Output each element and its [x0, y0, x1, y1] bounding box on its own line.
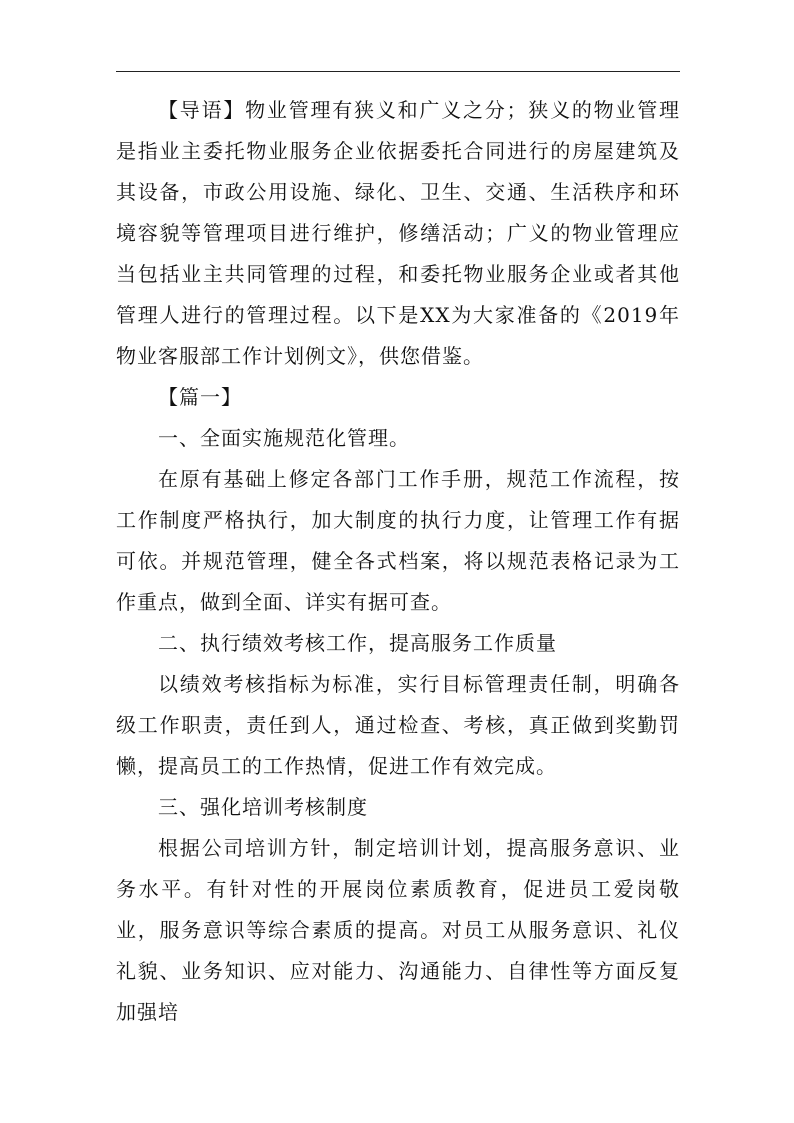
section-body-1: 在原有基础上修定各部门工作手册，规范工作流程，按工作制度严格执行，加大制度的执行力度，让管理工作有据可依。并规范管理，健全各式档案，将以规范表格记录为工作重点，做到全面、详实有据可查。	[116, 467, 680, 614]
document-body	[116, 90, 680, 1033]
section-heading-1: 一、全面实施规范化管理。	[158, 426, 410, 450]
header-rule	[116, 71, 680, 72]
section-heading-3: 三、强化培训考核制度	[158, 795, 368, 819]
section-body-3: 根据公司培训方针，制定培训计划，提高服务意识、业务水平。有针对性的开展岗位素质教育，促进员工爱岗敬业，服务意识等综合素质的提高。对员工从服务意识、礼仪礼貌、业务知识、应对能力、沟通能力、自律性等方面反复加强培	[116, 836, 680, 1024]
section-heading-2: 二、执行绩效考核工作，提高服务工作质量	[158, 631, 557, 655]
intro-paragraph: 【导语】物业管理有狭义和广义之分；狭义的物业管理是指业主委托物业服务企业依据委托合同进行的房屋建筑及其设备，市政公用设施、绿化、卫生、交通、生活秩序和环境容貌等管理项目进行维护，修缮活动；广义的物业管理应当包括业主共同管理的过程，和委托物业服务企业或者其他管理人进行的管理过程。以下是XX为大家准备的《2019年物业客服部工作计划例文》，供您借鉴。	[116, 98, 680, 368]
section-body-2: 以绩效考核指标为标准，实行目标管理责任制，明确各级工作职责，责任到人，通过检查、考核，真正做到奖勤罚懒，提高员工的工作热情，促进工作有效完成。	[116, 672, 680, 778]
section-label: 【篇一】	[158, 385, 242, 409]
